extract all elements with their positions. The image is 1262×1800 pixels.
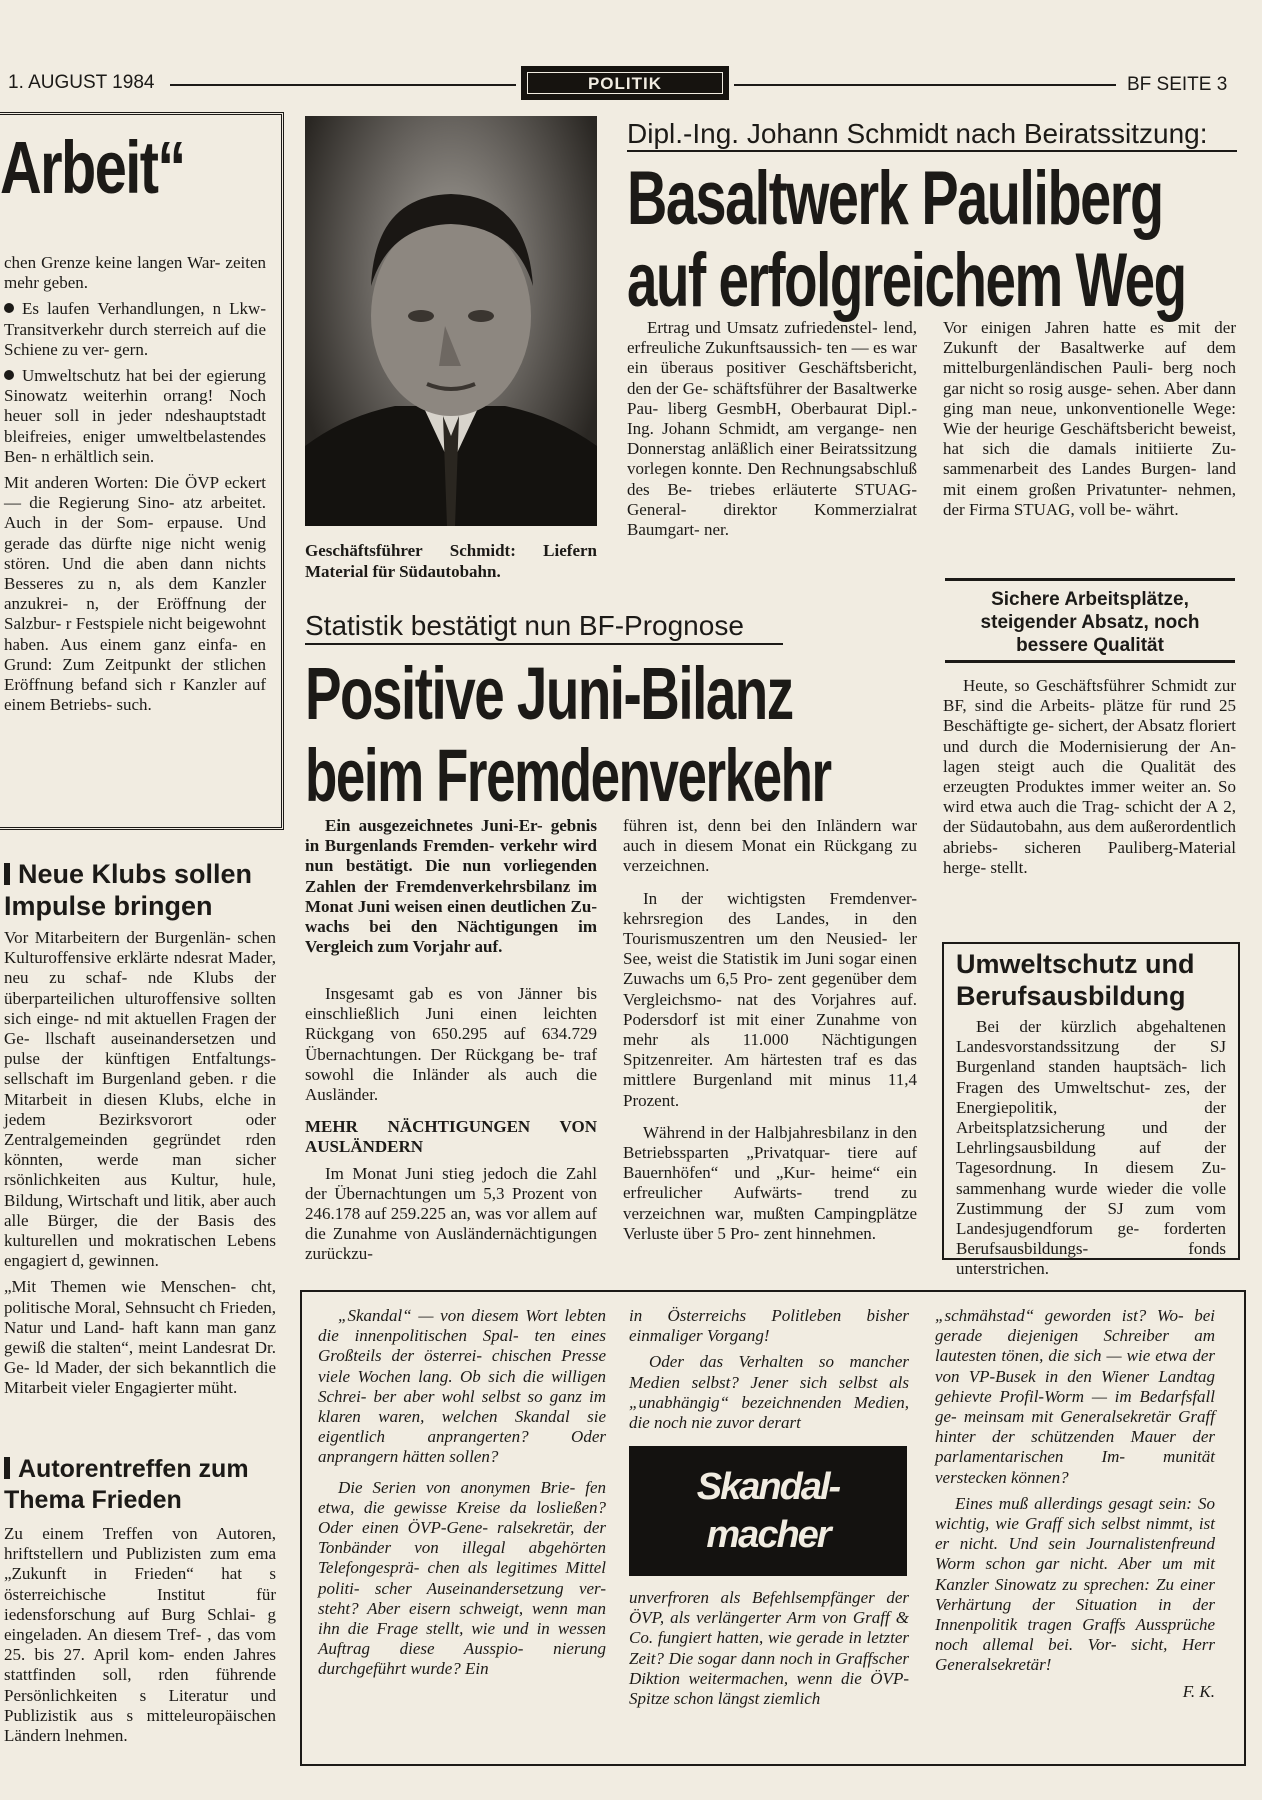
autoren-headline: Autorentreffen zum Thema Frieden <box>4 1455 249 1514</box>
skandal-title-box <box>629 1446 907 1576</box>
skandal-column-1: „Skandal“ — von diesem Wort lebten die innenpolitischen Spal- ten eines Großteils der österrei- chischen Presse viele Wochen lang. Ob sich die willigen Schrei- ber aber wohl selbst so ganz im klaren waren, welchen Skandal sie eigentlich anprangerten? Oder anprangern hätten sollen? Die Serien von anonymen Brie- fen etwa, die gewisse Kreise da losließen? Oder einen ÖVP-Gene- ralsekretär, der Tonbänder von illegal abgehörten Telefongesprä- chen als legitimes Mittel politi- scher Auseinandersetzung ver- steht? Aber eisern schweigt, wenn man ihn die Frage stellt, wie und in wessen Auftrag diese Ausspio- nierung durchgeführt wurde? Ein <box>318 1306 606 1679</box>
basalt-headline-line2: auf erfolgreichem Weg <box>627 238 1186 323</box>
triangle-marker-icon <box>4 1457 10 1479</box>
basalt-kicker-underline <box>627 150 1237 152</box>
basalt-headline-line1: Basaltwerk Pauliberg <box>627 156 1163 241</box>
page-number: BF SEITE 3 <box>1127 74 1228 95</box>
skandal-column-2-top: in Österreichs Politleben bisher einmaliger Vorgang! Oder das Verhalten so mancher Medien selbst? Jener sich selbst als „unabhängig“ bezeichnenden Medien, die noch nie zuvor derart <box>629 1306 909 1433</box>
skandal-title-line2: macher <box>706 1514 830 1556</box>
tourismus-kicker: Statistik bestätigt nun BF-Prognose <box>305 610 744 641</box>
tourismus-column-2: führen ist, denn bei den Inländern war auch in diesem Monat ein Rückgang zu verzeichnen. In der wichtigsten Fremdenver- kehrsregion des Landes, in den Tourismuszentren um den Neusied- ler See, weist die Statistik im Juni sogar einen Zuwachs um 6,5 Pro- zent gegenüber dem Vergleichsmo- nat des Vorjahres auf. Podersdorf ist mit einer Zunahme von mehr als 11.000 Nächtigungen Spitzenreiter. Am härtesten traf es das mittlere Burgenland mit minus 11,4 Prozent. Während in der Halbjahresbilanz in den Betriebssparten „Privatquar- tiere auf Bauernhöfen“ und „Kur- heime“ ein erfreulicher Aufwärts- trend zu verzeichnen war, mußten Campingplätze Verluste über 5 Pro- zent hinnehmen. <box>623 816 917 1243</box>
bullet-icon <box>4 303 14 313</box>
bullet-icon <box>4 370 14 380</box>
photo-caption: Geschäftsführer Schmidt: Liefern Material für Südautobahn. <box>305 541 597 581</box>
basalt-column-3: Heute, so Geschäftsführer Schmidt zur BF, sind die Arbeits- plätze für rund 25 Beschäftigte ge- sichert, der Absatz floriert und durch die Modernisierung der An- lagen steigt auch die Qualität des erzeugten Produktes immer weiter an. So wird etwa auch die Trag- schicht der A 2, der Südautobahn, aus dem außerordentlich abriebs- sicheren Pauliberg-Material herge- stellt. <box>943 676 1236 877</box>
klubs-text: Vor Mitarbeitern der Burgenlän- schen Kulturoffensive erklärte ndesrat Mader, neu zu schaf- nde Klubs der überparteilichen ulturoffensive sollten sich einge- nd mit aktuellen Fragen der Ge- llschaft auseinandersetzen und pulse der künftigen Entfaltungs- sellschaft im Burgenland geben. r die Mitarbeit in diesen Klubs, elche in jedem Bezirksvorort oder Zentralgemeinden gegründet rden könnten, werde man sicher rsönlichkeiten aus Kultur, hule, Bildung, Wirtschaft und litik, aber auch alle Bürger, die der Basis des kulturellen und mokratischen Lebens engagiert d, gewinnen. „Mit Themen wie Menschen- cht, politische Moral, Sehnsucht ch Frieden, Natur und Land- haft kann man ganz gewiß die stalten“, meint Landesrat Dr. Ge- ld Mader, der sich bekanntlich die Mitarbeit vieler Engagierter müht. <box>4 928 276 1398</box>
portrait-figure-icon <box>305 116 597 526</box>
basalt-column-2: Vor einigen Jahren hatte es mit der Zukunft der Basaltwerke auf dem mittelburgenländischen Pauli- berg noch gar nicht so rosig ausge- sehen. Aber dann ging man neue, unkonventionelle Wege: Wie der heurige Geschäftsbericht beweist, hat sich die damals initiierte Zu- sammenarbeit des Landes Burgen- land mit einem großen Privatunter- nehmen, der Firma STUAG, voll be- währt. <box>943 318 1236 519</box>
basalt-subhead-rule-bottom <box>945 660 1235 663</box>
autoren-text: Zu einem Treffen von Autoren, hriftstellern und Publizisten zum ema „Zukunft in Frieden“ hat s österreichische Institut für iedensforschung auf Burg Schlai- g eingeladen. An diesem Tref- , das vom 25. bis 27. April kom- enden Jahres stattfinden soll, rden führende Persönlichkeiten s Literatur und Publizistik aus s mitteleuropäischen Ländern lnehmen. <box>4 1524 276 1746</box>
triangle-marker-icon <box>4 863 10 885</box>
tourismus-kicker-underline <box>305 643 783 645</box>
section-label: POLITIK <box>521 66 729 100</box>
tourismus-headline-line1: Positive Juni-Bilanz <box>305 652 793 735</box>
portrait-photo <box>305 116 597 526</box>
basalt-subhead-rule-top <box>945 578 1235 581</box>
arbeit-text: chen Grenze keine langen War- zeiten mehr geben. Es laufen Verhandlungen, n Lkw-Transitverkehr durch sterreich auf die Schiene zu ver- gern. Umweltschutz hat bei der egierung Sinowatz weiterhin orrang! Noch heuer soll in jeder ndeshauptstadt bleifreies, eniger umweltbelastendes Ben- n erhältlich sein. Mit anderen Worten: Die ÖVP eckert — die Regierung Sino- atz arbeitet. Auch in der Som- erpause. Und gerade das dürfte nige nicht wenig stören. Und die aben dann nichts Besseres zu n, als dem Kanzler anzukrei- n, der Eröffnung der Salzbur- r Festspiele nicht beigewohnt haben. Aus einem ganz einfa- en Grund: Zum Zeitpunkt der stlichen Eröffnung befand sich r Kanzler auf einem Betriebs- such. <box>4 253 266 715</box>
basalt-subhead: Sichere Arbeitsplätze, steigender Absatz, noch bessere Qualität <box>980 589 1200 656</box>
skandal-title-line1: Skandal- <box>696 1466 840 1508</box>
skandal-column-3: „schmähstad“ geworden ist? Wo- bei gerade diejenigen Schreiber am lautesten tönen, die sich — wie etwa der von VP-Busek in den Wiener Landtag gehievte Profil-Worm — im Bedarfsfall ge- meinsam mit Generalsekretär Graff hinter der schützenden Mauer der parlamentarischen Im- munität verstecken können? Eines muß allerdings gesagt sein: So wichtig, wie Graff sich selbst nimmt, ist er nicht. Und sein Journalistenfreund Worm schon gar nicht. Aber um mit Kanzler Sinowatz zu sprechen: Zu einer Verhärtung der Situation in der Innenpolitik tragen Graffs Aussprüche noch allemal bei. Vor- sicht, Herr Generalsekretär! F. K. <box>935 1306 1215 1701</box>
umwelt-headline: Umweltschutz und Berufsausbildung <box>956 949 1195 1011</box>
tourismus-headline-line2: beim Fremdenverkehr <box>305 734 831 817</box>
tourismus-column-1: Insgesamt gab es von Jänner bis einschließlich Juni einen leichten Rückgang von 650.295 auf 634.729 Übernachtungen. Der Rückgang be- traf sowohl die Inländer als auch die Ausländer. MEHR NÄCHTIGUNGEN VON AUSLÄNDERN Im Monat Juni stieg jedoch die Zahl der Übernachtungen um 5,3 Prozent von 246.178 auf 259.225 an, was vor allem auf die Zunahme von Ausländernächtigungen zurückzu- <box>305 984 597 1264</box>
issue-date: 1. AUGUST 1984 <box>8 72 155 93</box>
skandal-column-2-bottom: unverfroren als Befehlsempfänger der ÖVP, als verlängerter Arm von Graff & Co. fungiert hatten, wie gerade in letzter Zeit? Die sogar dann noch in Graffscher Diktion weitermachen, wenn die ÖVP- Spitze schon längst ziemlich <box>629 1588 909 1709</box>
skandal-signature: F. K. <box>1182 1681 1215 1701</box>
klubs-headline: Neue Klubs sollen Impulse bringen <box>4 859 253 921</box>
header-rule-left <box>170 84 516 86</box>
tourismus-subhead: MEHR NÄCHTIGUNGEN VON AUSLÄNDERN <box>305 1117 597 1157</box>
basalt-column-1: Ertrag und Umsatz zufriedenstel- lend, erfreuliche Zukunftsaussich- ten — es war ein überaus positiver Geschäftsbericht, den der Ge- schäftsführer der Basaltwerke Pau- liberg GesmbH, Oberbaurat Dipl.- Ing. Johann Schmidt, am vergange- nen Donnerstag anläßlich einer Beiratssitzung vorlegen konnte. Den Rechnungsabschluß des Be- triebes erläuterte STUAG-General- direktor Kommerzialrat Baumgart- ner. <box>627 318 917 540</box>
umwelt-text: Bei der kürzlich abgehaltenen Landesvorstandssitzung der SJ Burgenland standen hauptsäch- lich Fragen des Umweltschut- zes, der Energiepolitik, der Arbeitsplatzsicherung und der Lehrlingsausbildung auf der Tagesordnung. In diesem Zu- sammenhang wurde wieder die volle Zustimmung der SJ zum vom Landesjugendforum ge- forderten Berufsausbildungs- fonds unterstrichen. <box>956 1017 1226 1279</box>
tourismus-lead: Ein ausgezeichnetes Juni-Er- gebnis in Burgenlands Fremden- verkehr wird nun bestätigt. Die nun vorliegenden Zahlen der Fremdenverkehrsbilanz im Monat Juni weisen einen deutlichen Zu- wachs bei den Nächtigungen im Vergleich zum Vorjahr auf. <box>305 816 597 957</box>
basalt-kicker: Dipl.-Ing. Johann Schmidt nach Beiratssitzung: <box>627 118 1208 149</box>
arbeit-headline: Arbeit“ <box>0 126 185 209</box>
header-rule-right <box>734 84 1116 86</box>
